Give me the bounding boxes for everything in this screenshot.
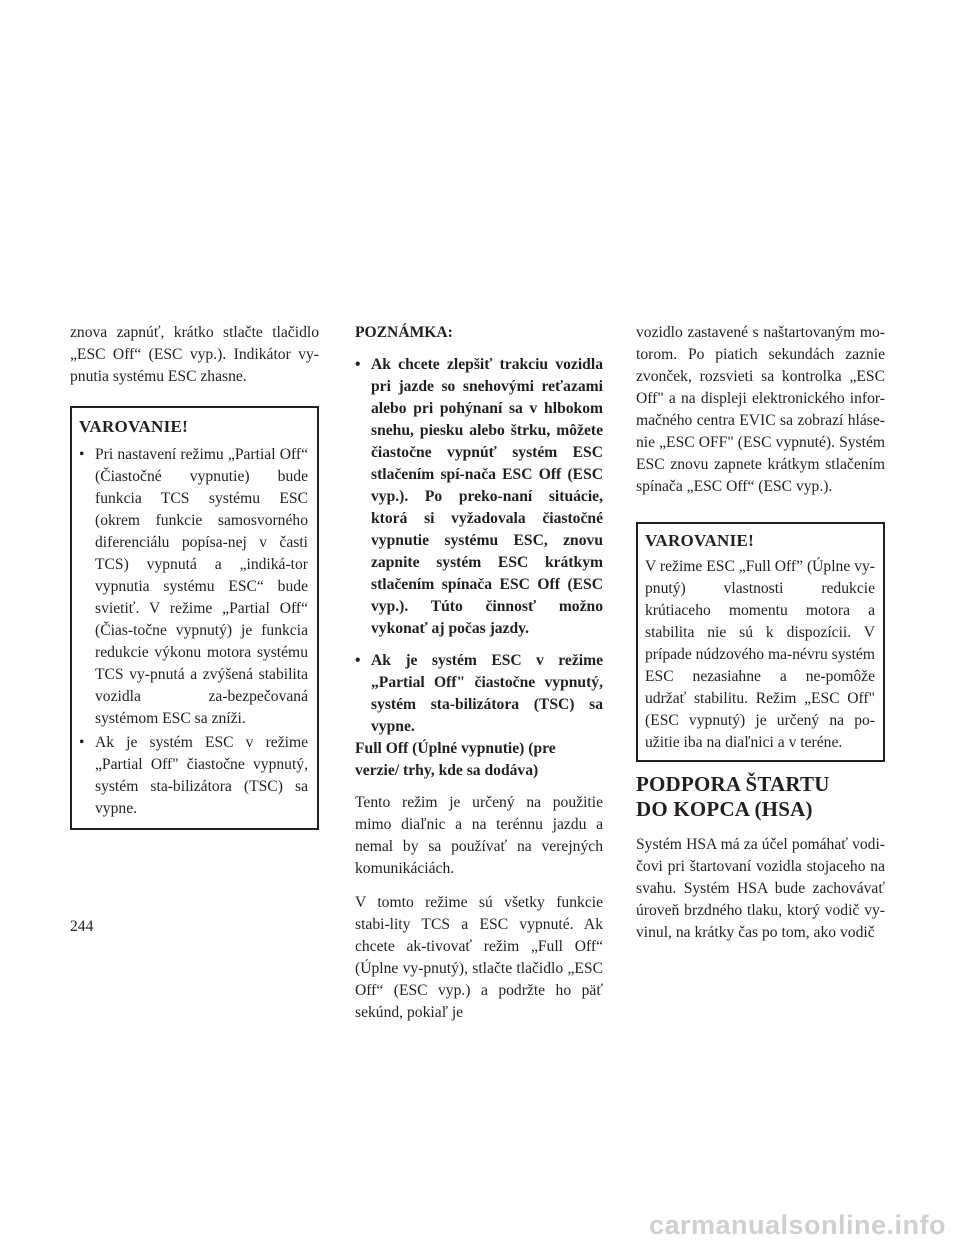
note-title: POZNÁMKA: (355, 324, 453, 341)
intro-paragraph: znova zapnúť, krátko stlačte tlačidlo „ESC Off“ (ESC vyp.). Indikátor vy-pnutia systému ESC zhasne. (70, 324, 319, 385)
warning-text: V režime ESC „Full Off” (Úplne vy-pnutý) vlastnosti redukcie krútiaceho momentu motora a stabilita nie sú k dispozícii. V prípade núdzového ma-névru systém ESC nezasiahne a ne-pomôže udržať stabilitu. Režim „ESC Off" (ESC vypnutý) je určený na po-užitie iba na diaľnici a v teréne. (645, 558, 875, 751)
left-column (70, 322, 319, 830)
bullet-icon: • (79, 734, 85, 751)
subheading-full-off: Full Off (Úplné vypnutie) (pre verzie/ trhy, kde sa dodáva) (355, 740, 556, 779)
paragraph: V tomto režime sú všetky funkcie stabi-lity TCS a ESC vypnuté. Ak chcete ak-tivovať režim „Full Off“ (Úplne vy-pnutý), stlačte tlačidlo „ESC Off“ (ESC vyp.) a podržte ho päť sekúnd, pokiaľ je (355, 894, 603, 1021)
section-heading: PODPORA ŠTARTU DO KOPCA (HSA) (636, 772, 830, 821)
bullet-icon: • (355, 652, 361, 669)
paragraph: Tento režim je určený na použitie mimo diaľnic a na terénnu jazdu a nemal by sa používať na verejných komunikáciách. (355, 794, 603, 877)
paragraph: vozidlo zastavené s naštartovaným mo-torom. Po piatich sekundách zaznie zvonček, rozsvieti sa kontrolka „ESC Off" a na displeji elektronického infor-mačného centra EVIC sa zobrazí hláse-nie „ESC OFF" (ESC vypnuté). Systém ESC znovu zapnete krátkym stlačením spínača „ESC Off“ (ESC vyp.). (636, 324, 885, 495)
warning-box-left (70, 406, 319, 830)
warning-title: VAROVANIE! (79, 417, 189, 436)
warning-item: • Pri nastavení režimu „Partial Off“ (Čiastočné vypnutie) bude funkcia TCS systému ESC (okrem funkcie samosvorného diferenciálu popísa-nej v časti TCS) vypnutá a „indiká-tor vypnutia systému ESC“ bude svietiť. V režime „Partial Off“ (Čias-točne vypnutý) je funkcia redukcie výkonu motora systému TCS vy-pnutá a zvýšená stabilita vozidla za-bezpečovaná systémom ESC sa zníži. (79, 446, 308, 727)
bullet-icon: • (79, 446, 85, 463)
note-item: • Ak je systém ESC v režime „Partial Off" čiastočne vypnutý, systém sta-bilizátora (TSC) sa vypne. (355, 652, 603, 735)
note-item: • Ak chcete zlepšiť trakciu vozidla pri jazde so snehovými reťazami alebo pri pohýnaní sa v hlbokom snehu, piesku alebo štrku, môžete čiastočne vypnúť systém ESC stlačením spí-nača ESC Off (ESC vyp.). Po preko-naní situácie, ktorá si vyžadovala čiastočné vypnutie systému ESC, znovu zapnite systém ESC krátkym stlačením spínača ESC Off (ESC vyp.). Túto činnosť možno vykonať aj počas jazdy. (355, 356, 603, 637)
middle-column (355, 322, 603, 1024)
warning-title: VAROVANIE! (645, 531, 755, 550)
paragraph: Systém HSA má za účel pomáhať vodi-čovi pri štartovaní vozidla stojaceho na svahu. Systém HSA bude zachovávať úroveň brzdného tlaku, ktorý vodič vy-vinul, na krátky čas po tom, ako vodič (636, 836, 885, 941)
page-number: 244 (70, 918, 94, 935)
bullet-icon: • (355, 356, 361, 373)
footer-watermark: carmanualsonline.info (648, 1210, 946, 1240)
warning-box-right (636, 522, 885, 762)
right-column (636, 322, 885, 944)
warning-item: • Ak je systém ESC v režime „Partial Off" čiastočne vypnutý, systém sta-bilizátora (TSC) sa vypne. (79, 734, 308, 817)
